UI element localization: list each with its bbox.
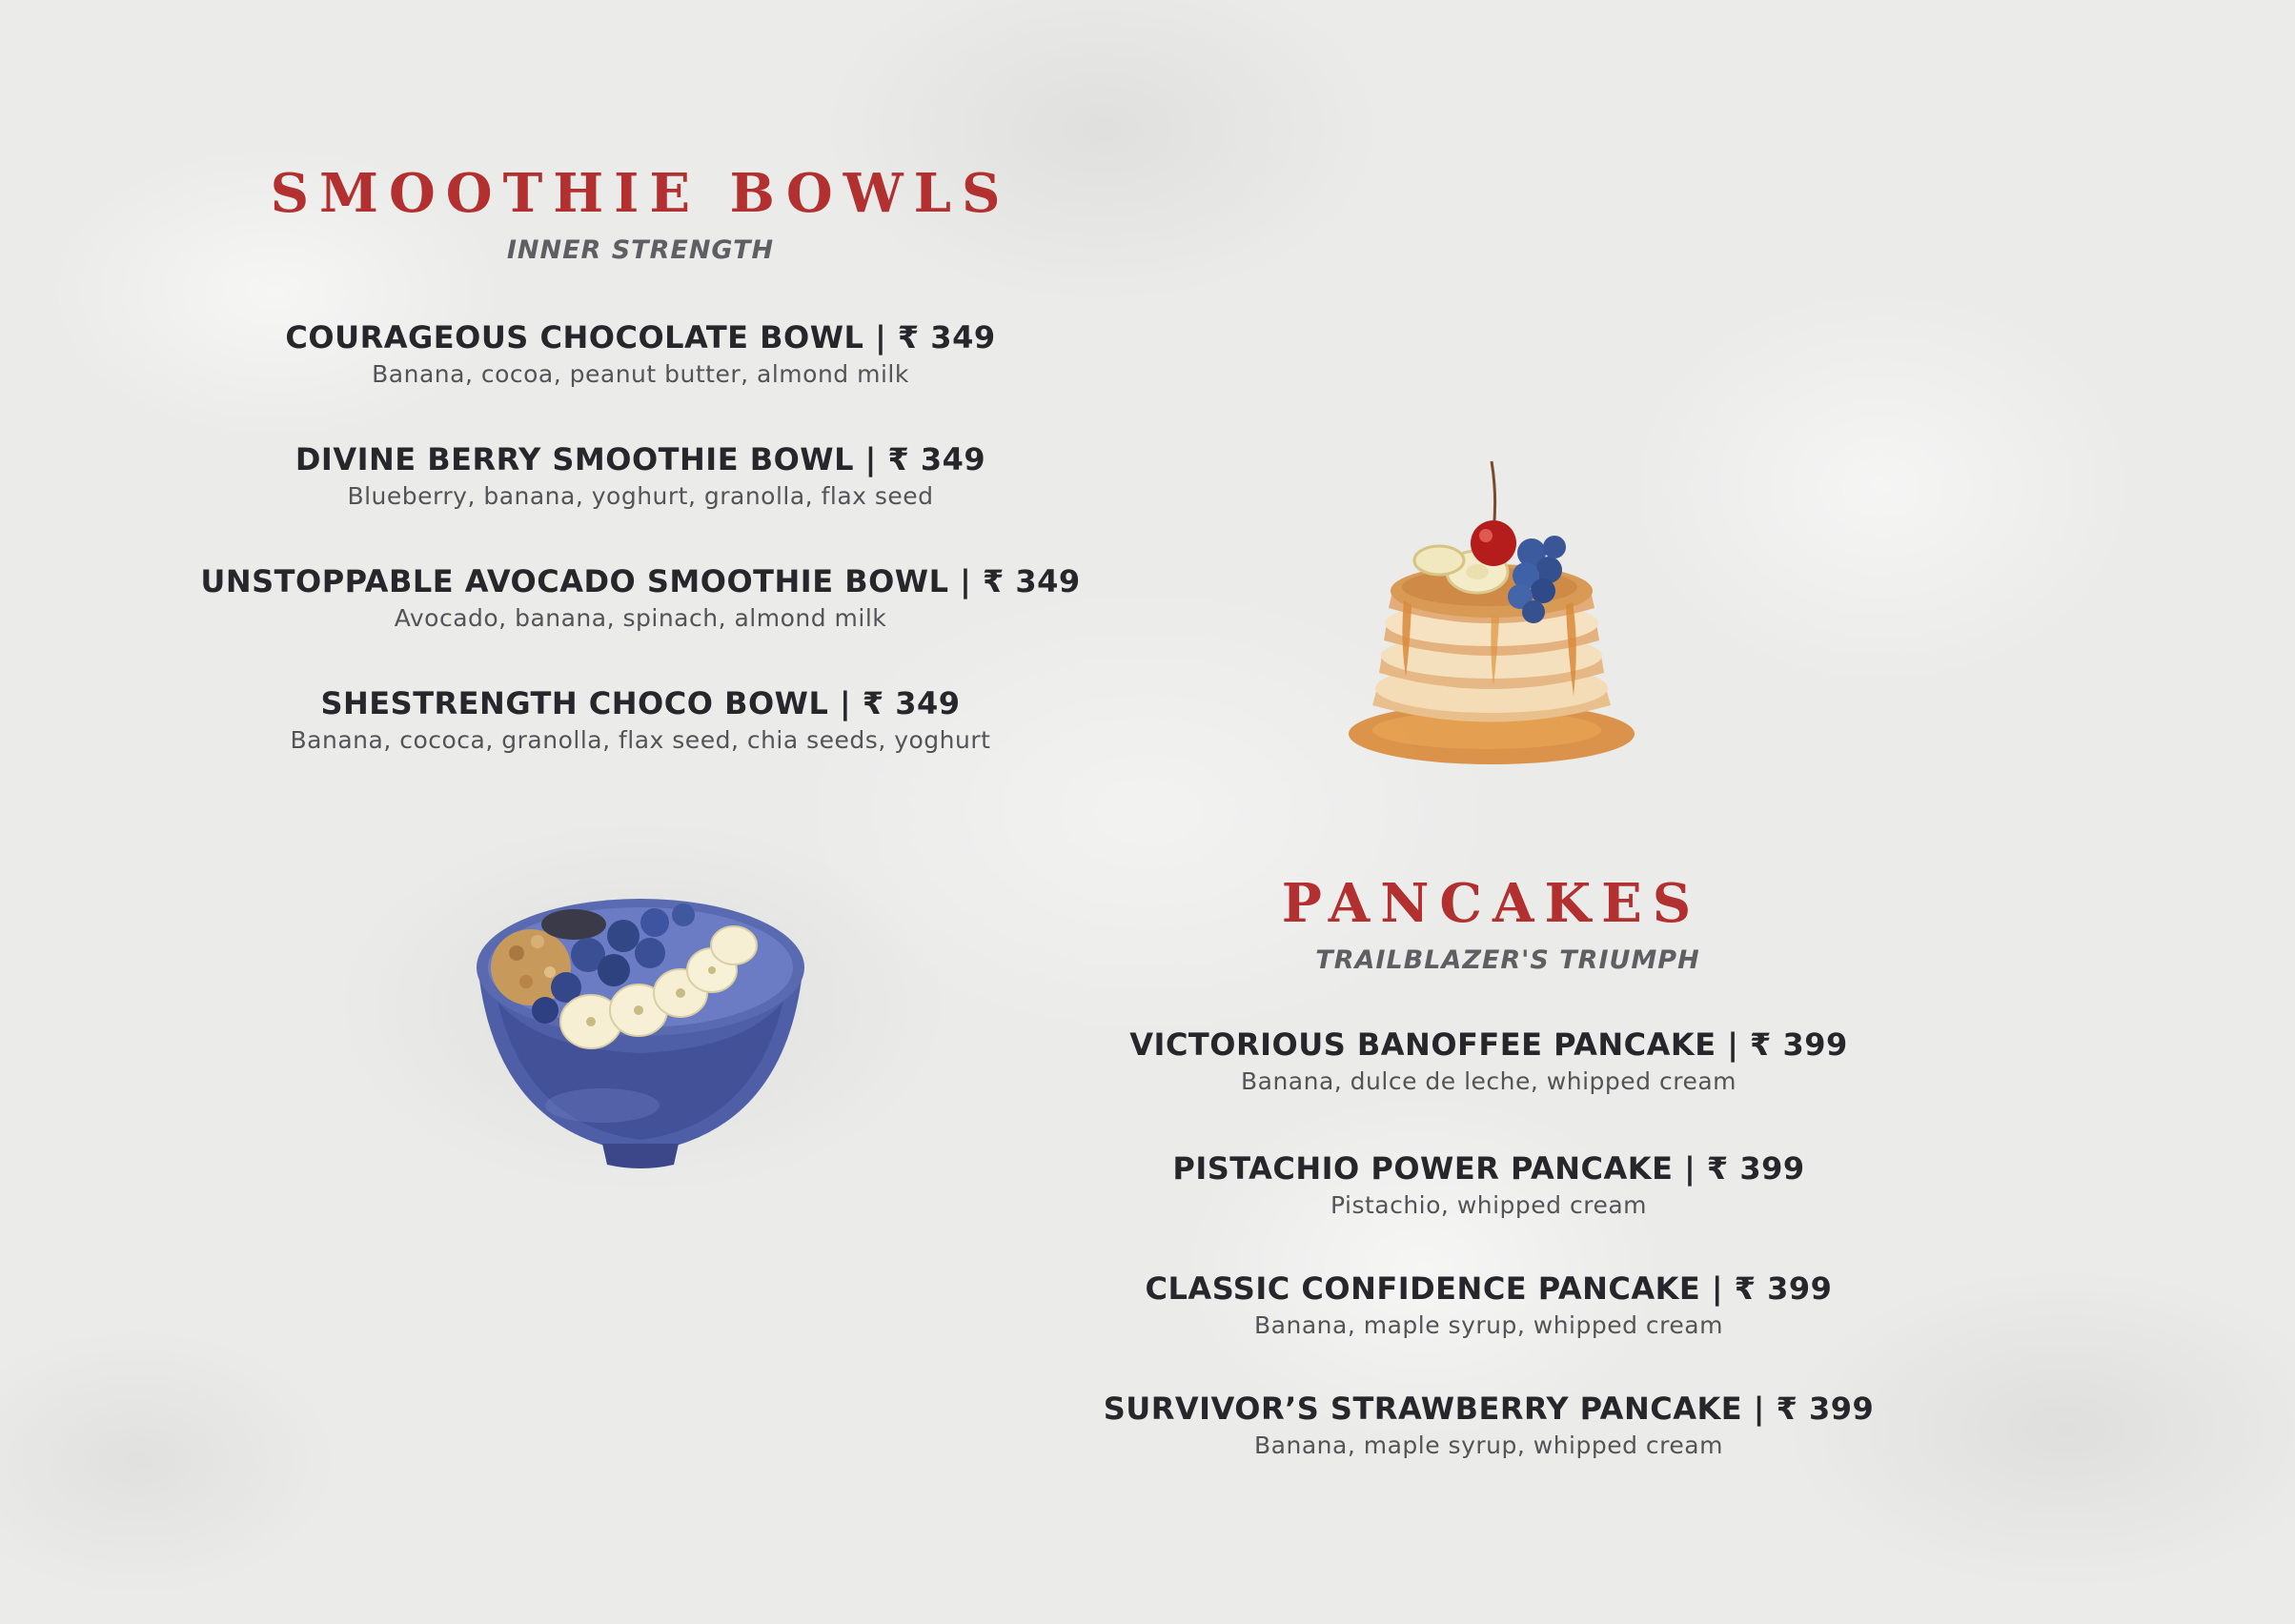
menu-item-title: UNSTOPPABLE AVOCADO SMOOTHIE BOWL | ₹ 349 (200, 563, 1081, 599)
menu-item-title: SHESTRENGTH CHOCO BOWL | ₹ 349 (320, 685, 961, 721)
menu-item-description: Banana, dulce de leche, whipped cream (1240, 1067, 1736, 1095)
menu-item-title: CLASSIC CONFIDENCE PANCAKE | ₹ 399 (1145, 1270, 1833, 1307)
menu-item-description: Blueberry, banana, yoghurt, granolla, flax seed (347, 482, 934, 510)
pancakes-subtitle: TRAILBLAZER'S TRIUMPH (1315, 945, 1700, 975)
menu-item (69, 562, 1212, 635)
pancakes-title: PANCAKES (1281, 872, 1702, 935)
menu-item (69, 318, 1212, 391)
pancake-stack-illustration (1330, 448, 1654, 801)
menu-item (965, 1149, 2013, 1222)
menu-item (965, 1025, 2013, 1098)
menu-item (965, 1269, 2013, 1342)
smoothie-bowl-illustration (459, 858, 822, 1191)
menu-item-description: Banana, cocoa, peanut butter, almond milk (372, 360, 909, 388)
menu-item (965, 1390, 2013, 1462)
menu-item (69, 440, 1212, 513)
smoothie-bowls-subtitle: INNER STRENGTH (506, 235, 775, 265)
menu-item-title: PISTACHIO POWER PANCAKE | ₹ 399 (1172, 1150, 1805, 1187)
smoothie-bowls-title: SMOOTHIE BOWLS (270, 162, 1011, 225)
menu-item-description: Banana, maple syrup, whipped cream (1254, 1311, 1723, 1339)
menu-item-title: SURVIVOR’S STRAWBERRY PANCAKE | ₹ 399 (1103, 1391, 1875, 1427)
menu-item-description: Banana, cococa, granolla, flax seed, chia seeds, yoghurt (290, 726, 991, 754)
menu-item-description: Banana, maple syrup, whipped cream (1254, 1431, 1723, 1459)
menu-item-title: DIVINE BERRY SMOOTHIE BOWL | ₹ 349 (294, 441, 986, 477)
menu-item (69, 684, 1212, 757)
menu-item-description: Pistachio, whipped cream (1330, 1191, 1648, 1219)
menu-item-title: VICTORIOUS BANOFFEE PANCAKE | ₹ 399 (1129, 1026, 1848, 1063)
menu-item-description: Avocado, banana, spinach, almond milk (394, 604, 887, 632)
menu-item-title: COURAGEOUS CHOCOLATE BOWL | ₹ 349 (285, 319, 996, 355)
